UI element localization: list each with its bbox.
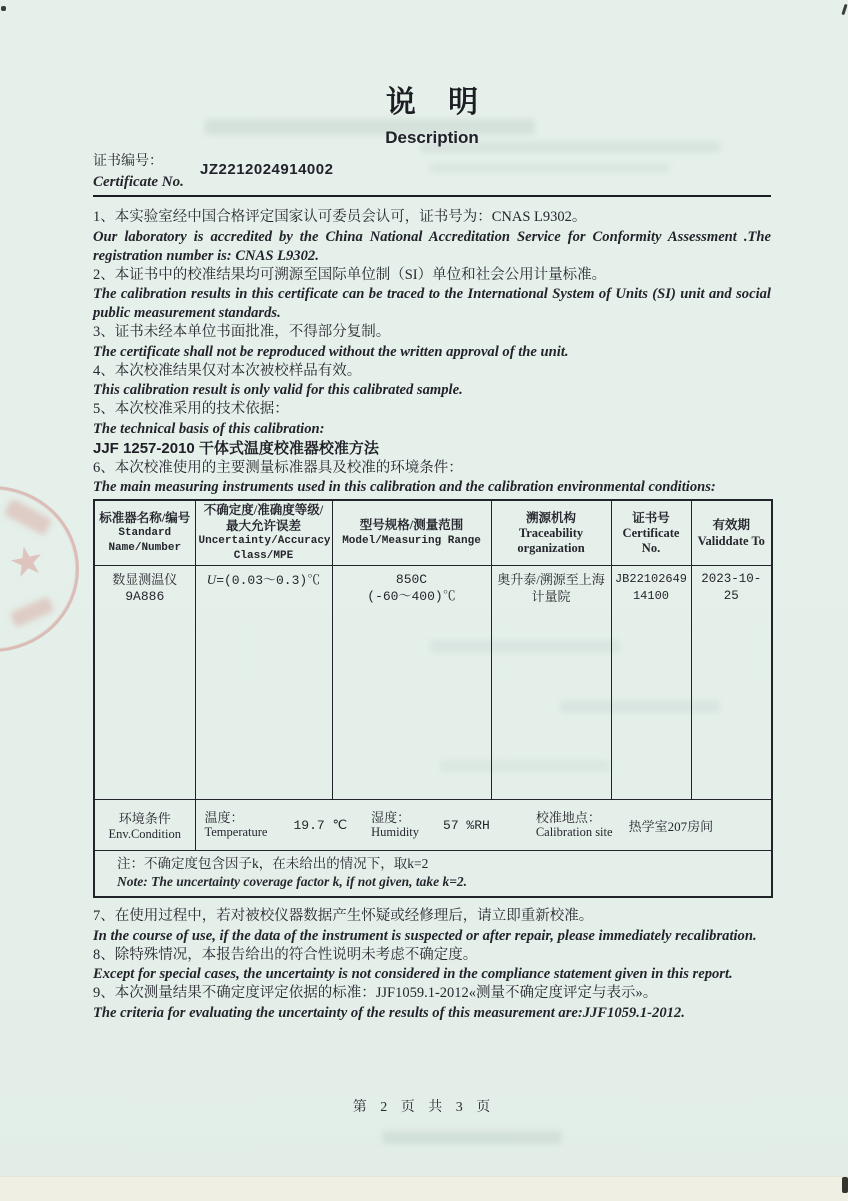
header-divider [93, 195, 771, 197]
temperature-label: 温度： Temperature [204, 809, 268, 839]
environment-row [94, 800, 772, 851]
clause-8-zh: 8、除特殊情况，本报告给出的符合性说明未考虑不确定度。 [93, 946, 478, 963]
red-seal-stamp [0, 486, 73, 646]
clause-7-en: In the course of use, if the data of the instrument is suspected or after repair, please immediately recalibration. [93, 927, 757, 944]
clause-7 [93, 907, 771, 946]
page-title: 说 明 [385, 86, 491, 119]
page-number: 第 2 页 共 3 页 [352, 1100, 496, 1115]
clauses-bottom [93, 907, 771, 1023]
table-note-en: Note: The uncertainty coverage factor k, if not given, take k=2. [117, 874, 468, 889]
standard-instrument-row [94, 566, 772, 800]
standards-table [93, 499, 773, 898]
clause-2-zh: 2、本证书中的校准结果均可溯源至国际单位制（SI）单位和社会公用计量标准。 [93, 266, 607, 283]
clause-5-zh: 5、本次校准采用的技术依据： [93, 401, 289, 417]
cell-certificate-no: JB2210264914100 [611, 566, 691, 800]
temperature-value: 19.7 ℃ [293, 817, 348, 833]
clause-3 [93, 323, 771, 362]
clause-2-en: The calibration results in this certificate can be traced to the International System of Units (SI) unit and social public measurement standards. [93, 286, 771, 321]
certificate-label-en: Certificate No. [93, 174, 184, 190]
cell-standard-name: 数显测温仪 9A886 [94, 566, 195, 800]
certificate-label-zh: 证书编号： [93, 154, 163, 169]
seal-text-smudge [10, 596, 55, 628]
technical-basis: JJF 1257-2010 干体式温度校准器校准方法 [93, 439, 379, 457]
clause-7-zh: 7、在使用过程中，若对被校仪器数据产生怀疑或经修理后，请立即重新校准。 [93, 908, 594, 924]
clause-1-zh: 1、本实验室经中国合格评定国家认可委员会认可，证书号为：CNAS L9302。 [93, 209, 587, 225]
bleed-through-ghost [382, 1131, 562, 1144]
cell-valid-to: 2023-10-25 [691, 566, 772, 800]
site-value: 热学室207房间 [628, 818, 714, 834]
scan-speck [841, 4, 847, 15]
clause-6 [93, 459, 771, 498]
clause-8-en: Except for special cases, the uncertainty is not considered in the compliance statement given in this report. [93, 966, 733, 982]
humidity-value: 57 %RH [443, 817, 490, 833]
clause-6-en: The main measuring instruments used in this calibration and the calibration environmental conditions: [93, 479, 716, 495]
clause-3-en: The certificate shall not be reproduced without the written approval of the unit. [93, 343, 569, 360]
clause-4-en: This calibration result is only valid for this calibrated sample. [93, 382, 463, 398]
clause-9-en: The criteria for evaluating the uncertainty of the results of this measurement are:JJF1059.1-2012. [93, 1004, 685, 1021]
clause-4 [93, 362, 771, 401]
clause-9-zh: 9、本次测量结果不确定度评定依据的标准：JJF1059.1-2012«测量不确定度评定与表示»。 [93, 985, 658, 1001]
table-header-row [94, 500, 772, 566]
scan-edge-strip [0, 1176, 848, 1201]
document-content [93, 0, 771, 1023]
scan-speck [842, 1177, 848, 1193]
header-uncertainty: 不确定度/准确度等级/最大允许误差 Uncertainty/Accuracy Class/MPE [195, 500, 332, 566]
clause-5-en: The technical basis of this calibration: [93, 420, 325, 437]
header-valid-to: 有效期 Validdate To [691, 500, 772, 566]
scan-speck [1, 6, 6, 11]
cell-traceability: 奥升泰/溯源至上海计量院 [491, 566, 611, 800]
table-note-row [94, 851, 772, 898]
clause-1 [93, 208, 771, 266]
clause-4-zh: 4、本次校准结果仅对本次被校样品有效。 [93, 362, 362, 379]
humidity-label: 湿度： Humidity [371, 809, 420, 839]
page-title-english: Description [385, 128, 479, 147]
cell-uncertainty: U=(0.03～0.3)℃ [195, 566, 332, 800]
header-traceability: 溯源机构 Traceability organization [491, 500, 611, 566]
env-label-cell: 环境条件 Env.Condition [94, 800, 195, 851]
table-note-zh: 注：不确定度包含因子k，在未给出的情况下，取k=2 [117, 856, 429, 871]
header-model-range: 型号规格/测量范围 Model/Measuring Range [332, 500, 491, 566]
clause-1-en: Our laboratory is accredited by the China National Accreditation Service for Conformity Assessment .The registration number is: CNAS L9302. [93, 228, 771, 264]
seal-ring [0, 486, 79, 652]
clause-6-zh: 6、本次校准使用的主要测量标准器具及校准的环境条件： [93, 459, 463, 476]
certificate-number-row [93, 152, 771, 194]
clause-8 [93, 946, 771, 985]
star-icon: ★ [4, 535, 50, 588]
env-values-cell [195, 800, 772, 851]
site-label: 校准地点： Calibration site [535, 809, 613, 839]
certificate-number: JZ2212024914002 [200, 161, 334, 178]
seal-text-smudge [3, 498, 52, 535]
cell-model-range: 850C (-60～400)℃ [332, 566, 491, 800]
clause-9 [93, 984, 771, 1023]
clause-2 [93, 266, 771, 324]
header-certificate-no: 证书号 Certificate No. [611, 500, 691, 566]
clauses-top [93, 208, 771, 497]
clause-3-zh: 3、证书未经本单位书面批准，不得部分复制。 [93, 324, 391, 340]
clause-5 [93, 400, 771, 459]
header-standard-name: 标准器名称/编号 Standard Name/Number [94, 500, 195, 566]
